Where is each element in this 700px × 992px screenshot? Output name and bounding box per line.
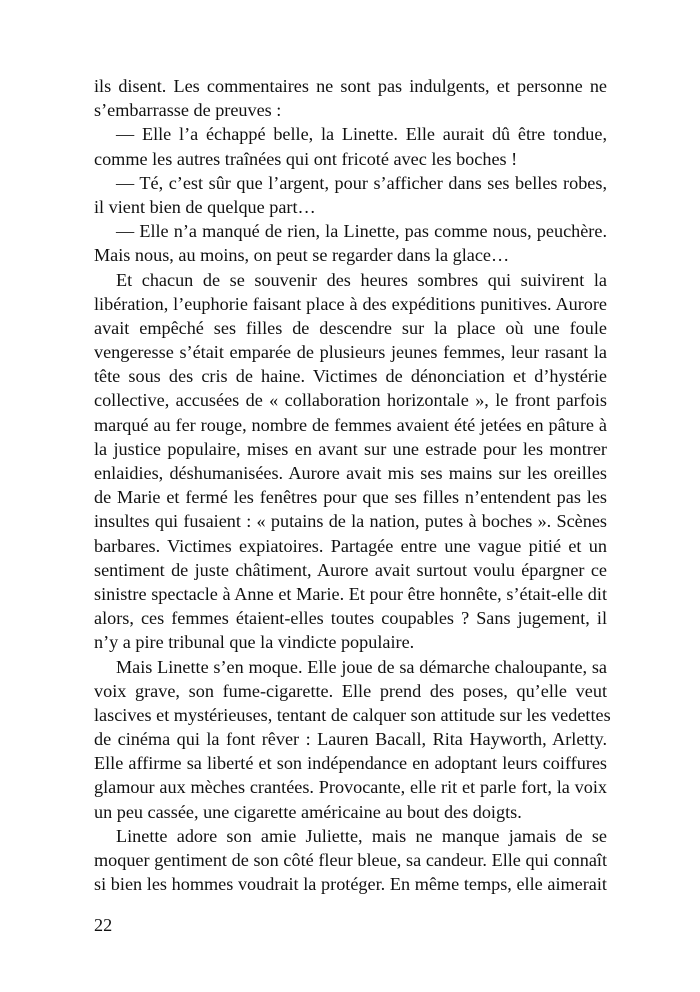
text-line: — Elle l’a échappé belle, la Linette. Elle aurait dû être tondue, bbox=[116, 124, 607, 145]
text-line: s’embarrasse de preuves : bbox=[94, 100, 282, 121]
text-line: collective, accusées de « collaboration horizontale », le front parfois bbox=[94, 390, 607, 411]
text-line: Et chacun de se souvenir des heures sombres qui suivirent la bbox=[116, 269, 607, 290]
text-line: si bien les hommes voudrait la protéger. En même temps, elle aimerait bbox=[94, 874, 607, 895]
text-line: comme les autres traînées qui ont fricoté avec les boches ! bbox=[94, 148, 518, 169]
text-line: sentiment de juste châtiment, Aurore avait surtout voulu épargner ce bbox=[94, 559, 607, 580]
text-line: lascives et mystérieuses, tentant de calquer son attitude sur les vedettes bbox=[94, 704, 611, 725]
text-line: sinistre spectacle à Anne et Marie. Et pour être honnête, s’était-elle dit bbox=[94, 583, 607, 604]
text-line: vengeresse s’était emparée de plusieurs jeunes femmes, leur rasant la bbox=[94, 342, 607, 363]
text-line: moquer gentiment de son côté fleur bleue, sa candeur. Elle qui connaît bbox=[94, 850, 607, 870]
body-text bbox=[94, 74, 611, 896]
text-line: insultes qui fusaient : « putains de la nation, putes à boches ». Scènes bbox=[94, 511, 607, 532]
book-page bbox=[94, 74, 611, 934]
text-line: enlaidies, déshumanisées. Aurore avait mis ses mains sur les oreilles bbox=[94, 463, 607, 483]
text-line: de Marie et fermé les fenêtres pour que ses filles n’entendent pas les bbox=[94, 487, 607, 508]
text-line: tête sous des cris de haine. Victimes de dénonciation et d’hystérie bbox=[94, 366, 607, 387]
text-line: libération, l’euphorie faisant place à des expéditions punitives. Aurore bbox=[94, 293, 607, 314]
text-line: — Té, c’est sûr que l’argent, pour s’afficher dans ses belles robes, bbox=[116, 172, 607, 193]
text-line: avait empêché ses filles de descendre sur la place où une foule bbox=[94, 317, 607, 338]
text-line: glamour aux mèches crantées. Provocante, elle rit et parle fort, la voix bbox=[94, 777, 607, 798]
text-line: barbares. Victimes expiatoires. Partagée entre une vague pitié et un bbox=[94, 535, 607, 556]
text-line: de cinéma qui la font rêver : Lauren Bacall, Rita Hayworth, Arletty. bbox=[94, 729, 607, 750]
text-line: voix grave, son fume-cigarette. Elle prend des poses, qu’elle veut bbox=[94, 680, 607, 701]
text-line: Elle affirme sa liberté et son indépendance en adoptant leurs coiffures bbox=[94, 753, 607, 774]
page-number: 22 bbox=[94, 915, 113, 935]
text-line: Linette adore son amie Juliette, mais ne manque jamais de se bbox=[116, 825, 607, 846]
text-line: un peu cassée, une cigarette américaine au bout des doigts. bbox=[94, 801, 522, 822]
text-line: Mais Linette s’en moque. Elle joue de sa démarche chaloupante, sa bbox=[116, 656, 607, 677]
text-line: la justice populaire, mises en avant sur une estrade pour les montrer bbox=[94, 438, 607, 459]
text-line: ils disent. Les commentaires ne sont pas indulgents, et personne ne bbox=[94, 76, 607, 96]
text-line: marqué au fer rouge, nombre de femmes avaient été jetées en pâture à bbox=[94, 414, 607, 435]
text-line: n’y a pire tribunal que la vindicte populaire. bbox=[94, 632, 415, 653]
text-line: il vient bien de quelque part… bbox=[94, 196, 316, 217]
text-line: alors, ces femmes étaient-elles toutes coupables ? Sans jugement, il bbox=[94, 608, 607, 629]
text-line: Mais nous, au moins, on peut se regarder dans la glace… bbox=[94, 245, 510, 266]
text-line: — Elle n’a manqué de rien, la Linette, pas comme nous, peuchère. bbox=[116, 221, 607, 242]
